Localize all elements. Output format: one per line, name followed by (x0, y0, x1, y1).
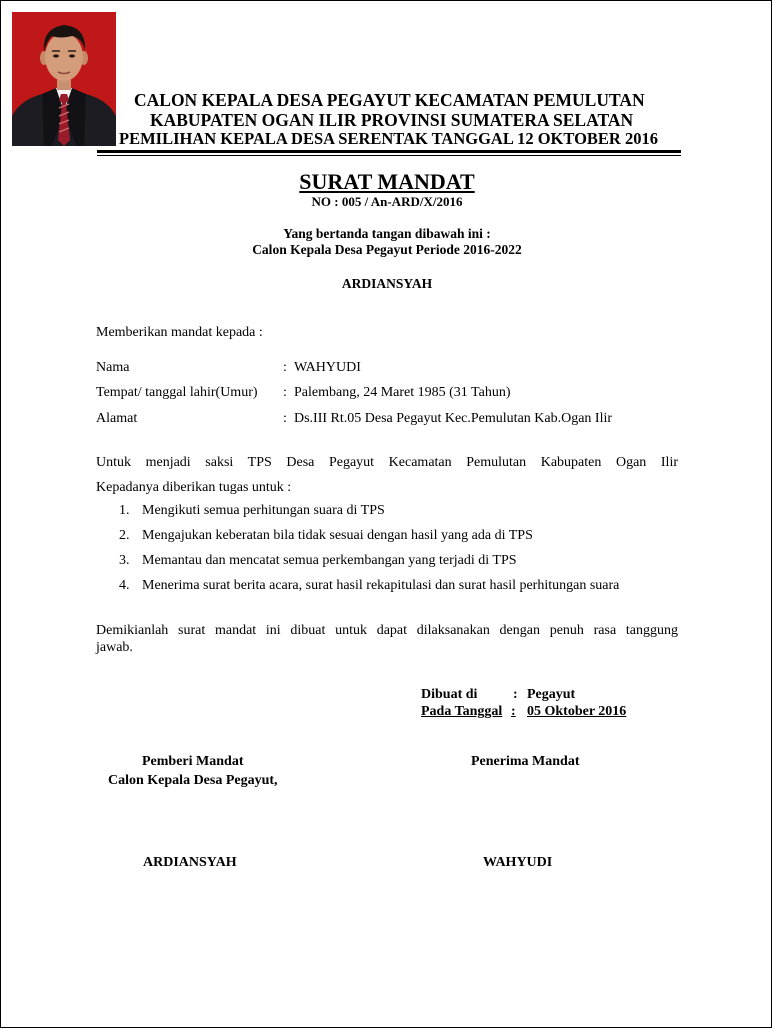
field-colon: : (283, 360, 287, 375)
field-label-birth: Tempat/ tanggal lahir(Umur) (96, 385, 258, 400)
task-item: Menerima surat berita acara, surat hasil rekapitulasi dan surat hasil perhitungan suara (142, 578, 620, 593)
task-number: 3. (119, 553, 130, 568)
field-value-address: Ds.III Rt.05 Desa Pegayut Kec.Pemulutan Kab.Ogan Ilir (294, 411, 613, 426)
place-label: Dibuat di (421, 687, 478, 702)
header-divider-thin (97, 155, 681, 156)
giver-name: ARDIANSYAH (143, 855, 237, 870)
giver-subtitle: Calon Kepala Desa Pegayut, (108, 773, 278, 788)
letter-number: NO : 005 / An-ARD/X/2016 (311, 194, 463, 209)
field-label-address: Alamat (96, 411, 138, 426)
task-number: 2. (119, 528, 130, 543)
task-item: Mengikuti semua perhitungan suara di TPS (142, 503, 385, 518)
date-colon: : (511, 704, 516, 719)
receiver-name: WAHYUDI (483, 855, 553, 870)
date-label: Pada Tanggal (421, 704, 503, 719)
task-item: Mengajukan keberatan bila tidak sesuai dengan hasil yang ada di TPS (142, 528, 533, 543)
receiver-title: Penerima Mandat (471, 754, 580, 769)
field-value-name: WAHYUDI (294, 360, 361, 375)
letter-title: SURAT MANDAT (299, 169, 475, 194)
giver-title: Pemberi Mandat (142, 754, 244, 769)
purpose-line-2: Kepadanya diberikan tugas untuk : (96, 480, 292, 495)
field-label-name: Nama (96, 360, 130, 375)
date-value: 05 Oktober 2016 (527, 704, 627, 719)
header-line-1: CALON KEPALA DESA PEGAYUT KECAMATAN PEMULUTAN (134, 90, 645, 110)
task-number: 1. (119, 503, 130, 518)
field-colon: : (283, 385, 287, 400)
candidate-photo (12, 12, 116, 146)
header-line-3: PEMILIHAN KEPALA DESA SERENTAK TANGGAL 12 OKTOBER 2016 (119, 129, 658, 148)
field-colon: : (283, 411, 287, 426)
mandate-intro: Memberikan mandat kepada : (96, 325, 263, 340)
intro-line-1: Yang bertanda tangan dibawah ini : (283, 226, 491, 241)
task-number: 4. (119, 578, 130, 593)
closing-line-1: Demikianlah surat mandat ini dibuat untuk dapat dilaksanakan dengan penuh rasa tanggung (96, 623, 678, 638)
field-value-birth: Palembang, 24 Maret 1985 (31 Tahun) (294, 385, 511, 400)
closing-line-2: jawab. (96, 640, 133, 655)
purpose-line-1: Untuk menjadi saksi TPS Desa Pegayut Kecamatan Pemulutan Kabupaten Ogan Ilir (96, 455, 678, 470)
intro-line-2: Calon Kepala Desa Pegayut Periode 2016-2022 (252, 242, 522, 257)
place-value: Pegayut (527, 687, 576, 702)
header-divider-thick (97, 150, 681, 153)
place-colon: : (513, 687, 518, 702)
intro-name: ARDIANSYAH (341, 276, 433, 291)
task-item: Memantau dan mencatat semua perkembangan yang terjadi di TPS (142, 553, 517, 568)
header-line-2: KABUPATEN OGAN ILIR PROVINSI SUMATERA SELATAN (150, 110, 634, 130)
